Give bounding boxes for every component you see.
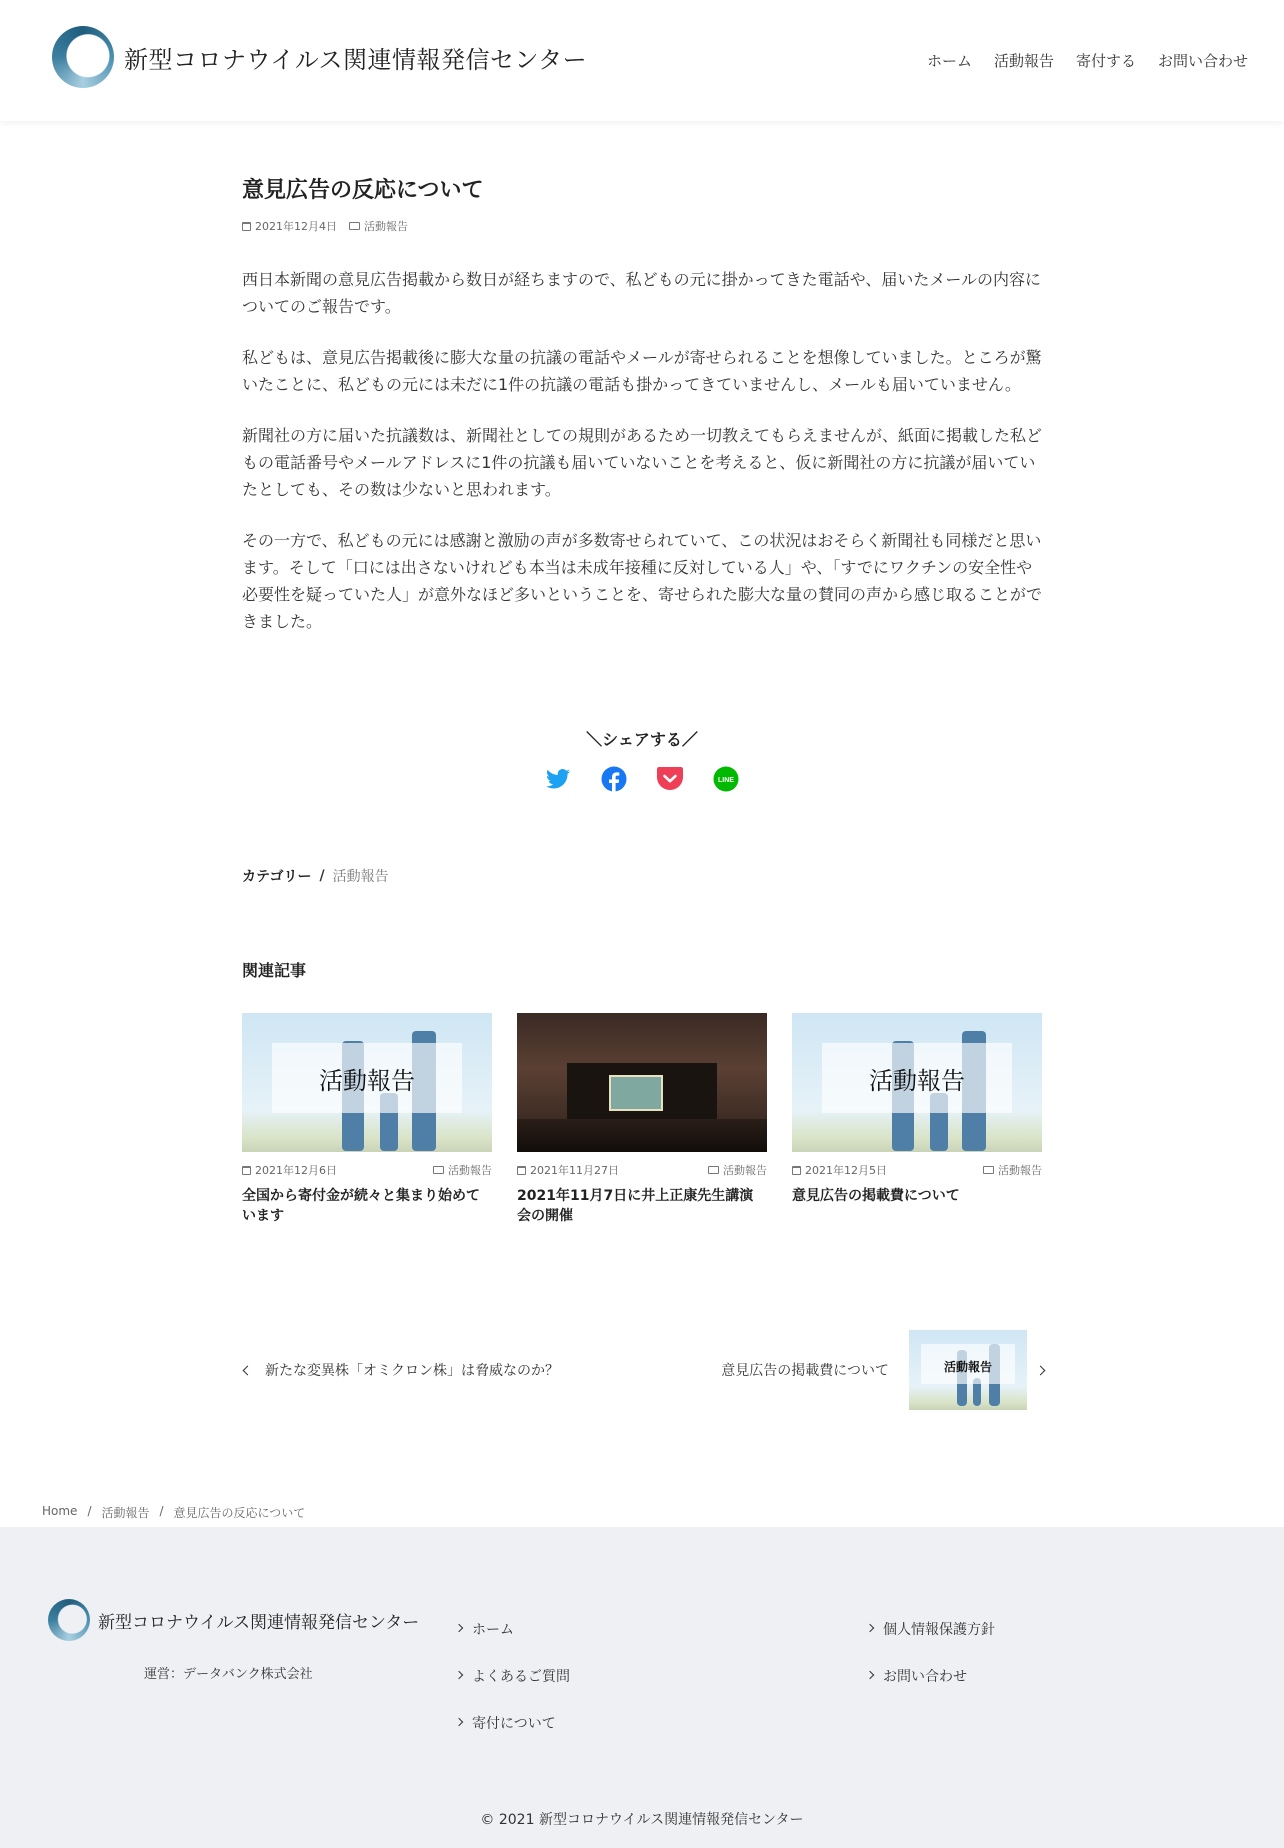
footer-link-faq[interactable]	[456, 1666, 570, 1713]
footer-link-label[interactable]: 寄付について	[472, 1716, 556, 1732]
footer-link-label[interactable]: 個人情報保護方針	[883, 1622, 995, 1638]
card-title[interactable]: 2021年11月7日に井上正康先生講演会の開催	[517, 1188, 754, 1224]
paragraph: その一方で、私どもの元には感謝と激励の声が多数寄せられていて、この状況はおそらく新聞社も同様だと思います。そして「口には出さないけれども本当は未成年接種に反対している人」や、「すでにワクチンの安全性や必要性を疑っていた人」が意外なほど多いということを、寄せられた膨大な量の賛同の声から感じ取ることができました。	[242, 531, 1043, 631]
card-title[interactable]: 意見広告の掲載費について	[792, 1188, 960, 1204]
thumb-label: 活動報告	[943, 1360, 992, 1374]
share-section	[242, 727, 1042, 792]
footer-link-contact[interactable]	[867, 1666, 995, 1713]
folder-icon	[708, 1166, 719, 1174]
related-thumbnail[interactable]	[517, 1013, 767, 1152]
footer-link-label[interactable]: お問い合わせ	[883, 1669, 967, 1685]
category-link[interactable]: 活動報告	[332, 869, 389, 885]
next-post-title[interactable]: 意見広告の掲載費について	[721, 1363, 889, 1379]
related-card[interactable]	[517, 1013, 767, 1226]
chevron-left-icon	[243, 1365, 253, 1375]
related-card[interactable]	[792, 1013, 1042, 1226]
card-date	[517, 1162, 619, 1178]
card-date	[242, 1162, 337, 1178]
twitter-icon[interactable]	[545, 766, 571, 792]
folder-icon	[983, 1166, 994, 1174]
paragraph: 新聞社の方に届いた抗議数は、新聞社としての規則があるため一切教えてもらえませんが、紙面に掲載した私どもの電話番号やメールアドレスに1件の抗議も届いていないことを考えると、仮に新聞社の方に抗議が届いていたとしても、その数は少ないと思われます。	[242, 426, 1043, 499]
share-title: ＼シェアする／	[586, 730, 698, 749]
paragraph: 私どもは、意見広告掲載後に膨大な量の抗議の電話やメールが寄せられることを想像していました。ところが驚いたことに、私どもの元には未だに1件の抗議の電話も掛かってきていませんし、メールも届いていません。	[242, 348, 1042, 394]
logo-ring-icon	[52, 26, 114, 88]
thumb-label: 活動報告	[869, 1067, 965, 1095]
breadcrumb-separator: /	[159, 1504, 164, 1518]
post-meta	[242, 218, 1042, 234]
pocket-icon[interactable]	[657, 766, 683, 792]
copyright: © 2021 新型コロナウイルス関連情報発信センター	[480, 1812, 804, 1828]
calendar-icon	[242, 1166, 251, 1175]
card-date-text: 2021年12月6日	[255, 1164, 337, 1177]
card-category	[708, 1162, 767, 1178]
post-title: 意見広告の反応について	[242, 178, 484, 203]
chevron-right-icon	[1036, 1365, 1046, 1375]
card-category-text: 活動報告	[448, 1164, 492, 1177]
next-post-thumbnail[interactable]	[909, 1330, 1027, 1410]
share-buttons	[242, 766, 1042, 792]
calendar-icon	[792, 1166, 801, 1175]
category-line	[242, 866, 389, 886]
chevron-right-icon	[455, 1624, 463, 1632]
site-footer	[0, 1527, 1284, 1848]
footer-link-label[interactable]: ホーム	[472, 1622, 514, 1638]
nav-home[interactable]: ホーム	[926, 52, 972, 70]
calendar-icon	[517, 1166, 526, 1175]
card-category-text: 活動報告	[723, 1164, 767, 1177]
article	[242, 121, 1043, 1224]
breadcrumb-category[interactable]: 活動報告	[101, 1506, 150, 1520]
audience-shape	[517, 1119, 767, 1152]
card-category	[983, 1162, 1042, 1178]
logo-ring-icon	[48, 1599, 90, 1641]
footer-link-home[interactable]	[456, 1619, 570, 1666]
post-category-text[interactable]: 活動報告	[364, 220, 408, 233]
card-date-text: 2021年12月5日	[805, 1164, 887, 1177]
nav-contact[interactable]: お問い合わせ	[1157, 52, 1248, 70]
footer-link-privacy[interactable]	[867, 1619, 995, 1666]
post-date	[242, 218, 337, 234]
related-thumbnail[interactable]	[242, 1013, 492, 1152]
screen-shape	[609, 1075, 663, 1111]
post-category[interactable]	[349, 218, 408, 234]
related-title: 関連記事	[242, 961, 307, 980]
folder-icon	[433, 1166, 444, 1174]
site-logo[interactable]	[52, 26, 587, 88]
category-separator: /	[319, 868, 325, 884]
related-thumbnail[interactable]	[792, 1013, 1042, 1152]
footer-logo[interactable]	[48, 1599, 419, 1641]
line-icon-label: LINE	[718, 777, 734, 784]
card-meta	[792, 1162, 1042, 1178]
line-icon[interactable]	[713, 766, 739, 792]
footer-link-donation[interactable]	[456, 1713, 570, 1760]
footer-operator: 運営：データバンク株式会社	[144, 1667, 313, 1682]
related-posts	[242, 1013, 1042, 1226]
footer-menu-1	[456, 1619, 570, 1760]
chevron-right-icon	[866, 1624, 874, 1632]
breadcrumb-current: 意見広告の反応について	[173, 1506, 306, 1520]
breadcrumb-separator: /	[87, 1504, 92, 1518]
site-header	[0, 0, 1284, 121]
related-card[interactable]	[242, 1013, 492, 1226]
card-date	[792, 1162, 887, 1178]
prev-post-title[interactable]: 新たな変異株「オミクロン株」は脅威なのか？	[265, 1363, 559, 1379]
card-category-text: 活動報告	[998, 1164, 1042, 1177]
card-title[interactable]: 全国から寄付金が続々と集まり始めています	[242, 1188, 480, 1224]
breadcrumb	[42, 1504, 305, 1521]
chevron-right-icon	[455, 1718, 463, 1726]
card-category	[433, 1162, 492, 1178]
nav-activity-report[interactable]: 活動報告	[993, 52, 1054, 70]
next-post-link[interactable]	[721, 1330, 1044, 1410]
card-meta	[242, 1162, 492, 1178]
footer-link-label[interactable]: よくあるご質問	[472, 1669, 570, 1685]
calendar-icon	[242, 222, 251, 231]
prev-post-link[interactable]	[244, 1330, 559, 1410]
post-body	[242, 266, 1042, 635]
post-date-text: 2021年12月4日	[255, 220, 337, 233]
nav-donate[interactable]: 寄付する	[1075, 52, 1136, 70]
folder-icon	[349, 222, 360, 230]
global-nav	[927, 50, 1248, 71]
chevron-right-icon	[866, 1671, 874, 1679]
facebook-icon[interactable]	[601, 766, 627, 792]
breadcrumb-home[interactable]: Home	[42, 1504, 78, 1518]
card-date-text: 2021年11月27日	[530, 1164, 619, 1177]
thumb-label: 活動報告	[319, 1067, 415, 1095]
chevron-right-icon	[455, 1671, 463, 1679]
category-label: カテゴリー	[242, 869, 312, 885]
footer-menu-2	[867, 1619, 995, 1713]
footer-site-title[interactable]: 新型コロナウイルス関連情報発信センター	[98, 1612, 420, 1633]
paragraph: 西日本新聞の意見広告掲載から数日が経ちますので、私どもの元に掛かってきた電話や、届いたメールの内容についてのご報告です。	[242, 270, 1042, 316]
site-title[interactable]: 新型コロナウイルス関連情報発信センター	[124, 45, 588, 74]
card-meta	[517, 1162, 767, 1178]
